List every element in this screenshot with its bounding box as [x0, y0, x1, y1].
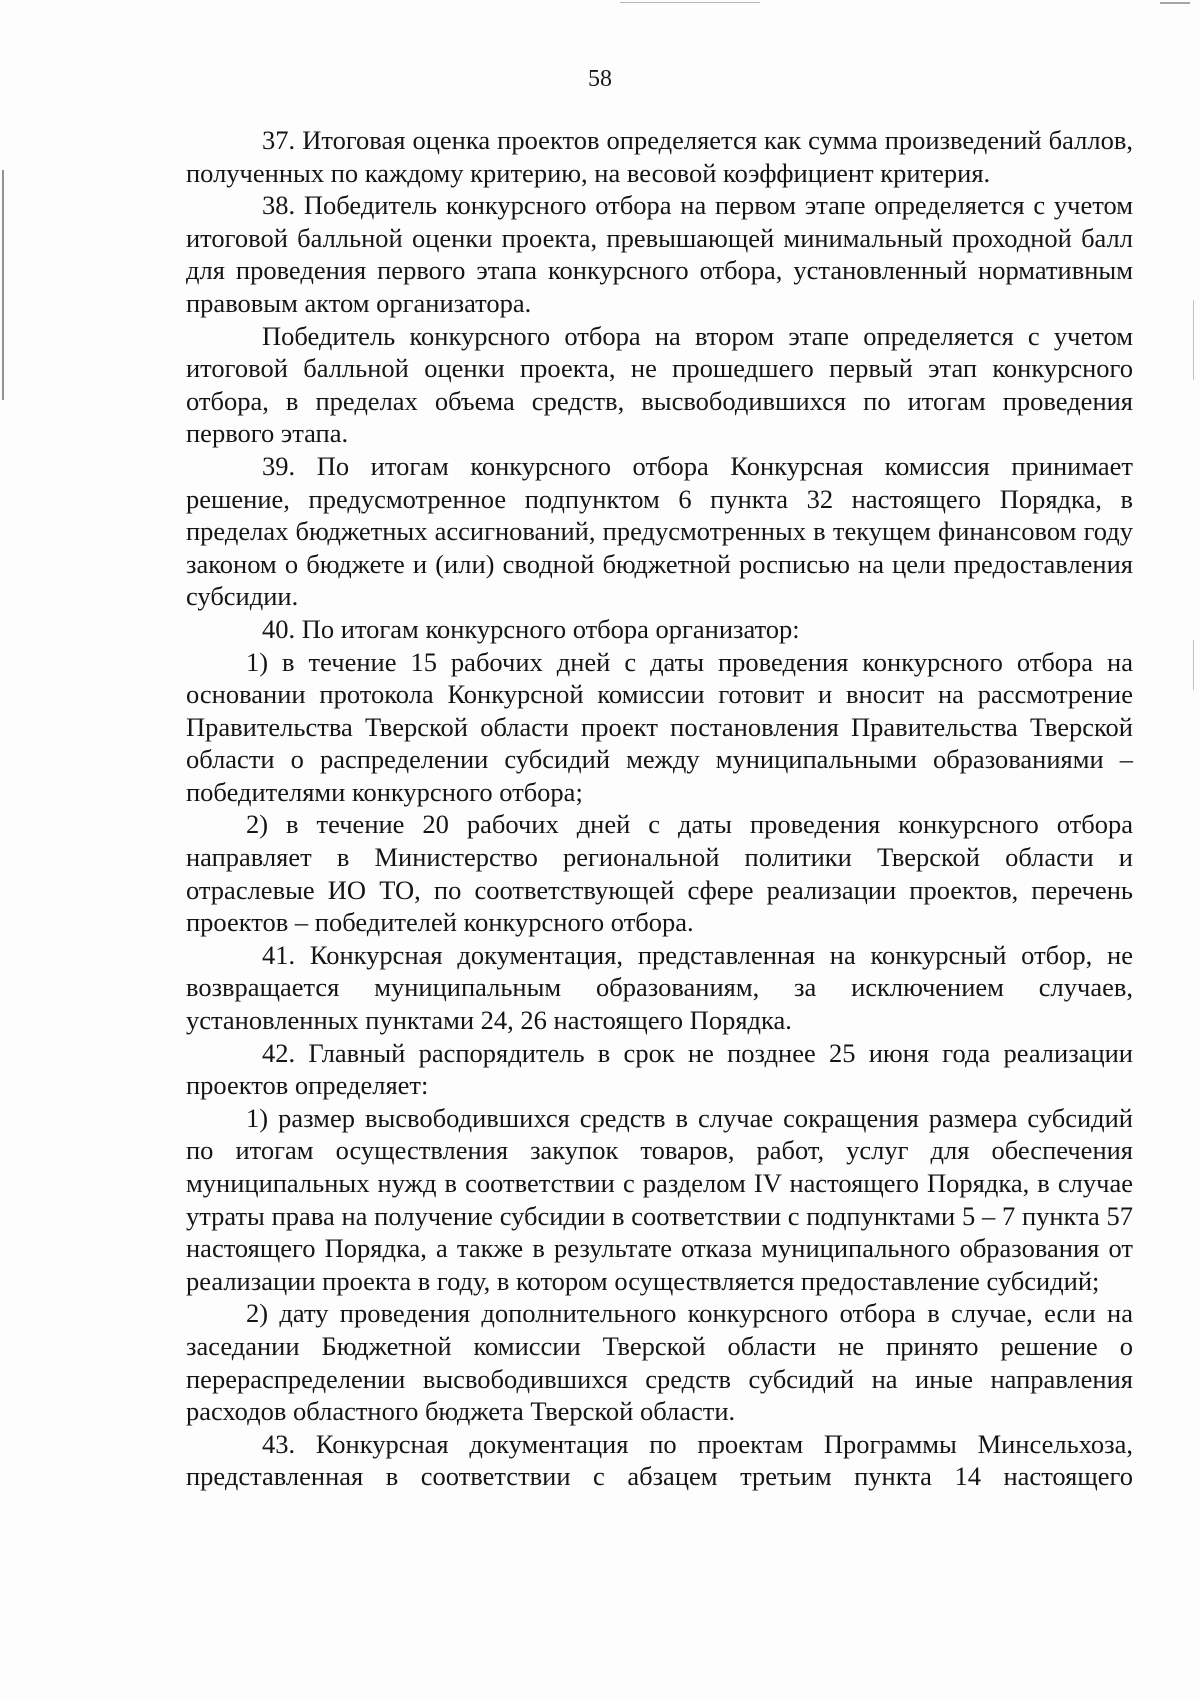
paragraph-42-item-2: 2) дату проведения дополнительного конкурсного отбора в случае, если на заседании Бюджетной комиссии Тверской области не принято решение о перераспределении высвободившихся средств субсидий на иные направления расходов областного бюджета Тверской области. [186, 1298, 1133, 1427]
paragraph-41: 41. Конкурсная документация, представленная на конкурсный отбор, не возвращается муниципальным образованиям, за исключением случаев, установленных пунктами 24, 26 настоящего Порядка. [186, 939, 1133, 1036]
paragraph-37: 37. Итоговая оценка проектов определяется как сумма произведений баллов, полученных по каждому критерию, на весовой коэффициент критерия. [186, 125, 1133, 188]
paragraph-42: 42. Главный распорядитель в срок не позднее 25 июня года реализации проектов определяет: [186, 1037, 1133, 1101]
paragraph-40: 40. По итогам конкурсного отбора организатор: [262, 613, 800, 644]
paragraph-42-item-1: 1) размер высвободившихся средств в случае сокращения размера субсидий по итогам осуществления закупок товаров, работ, услуг для обеспечения муниципальных нужд в соответствии с разделом IV настоящего Порядка, в случае утраты права на получение субсидии в соответствии с подпунктами 5 – 7 пункта 57 настоящего Порядка, а также в результате отказа муниципального образования от реализации проекта в году, в котором осуществляется предоставление субсидий; [186, 1102, 1133, 1296]
page-number: 58 [588, 66, 612, 92]
document-body [186, 124, 1133, 1493]
paragraph-38-second-stage: Победитель конкурсного отбора на втором этапе определяется с учетом итоговой балльной оценки проекта, не прошедшего первый этап конкурсного отбора, в пределах объема средств, высвободившихся по итогам проведения первого этапа. [186, 320, 1133, 449]
scan-edge-mark [620, 2, 760, 3]
paragraph-40-item-1: 1) в течение 15 рабочих дней с даты проведения конкурсного отбора на основании протокола Конкурсной комиссии готовит и вносит на рассмотрение Правительства Тверской области проект постановления Правительства Тверской области о распределении субсидий между муниципальными образованиями – победителями конкурсного отбора; [186, 646, 1133, 807]
scan-edge-mark [1193, 640, 1194, 690]
paragraph-43: 43. Конкурсная документация по проектам Программы Минсельхоза, представленная в соответствии с абзацем третьим пункта 14 настоящего [186, 1428, 1133, 1492]
scan-edge-mark [2, 170, 4, 400]
paragraph-39: 39. По итогам конкурсного отбора Конкурсная комиссия принимает решение, предусмотренное подпунктом 6 пункта 32 настоящего Порядка, в пределах бюджетных ассигнований, предусмотренных в текущем финансовом году законом о бюджете и (или) сводной бюджетной росписью на цели предоставления субсидии. [186, 450, 1133, 612]
paragraph-38: 38. Победитель конкурсного отбора на первом этапе определяется с учетом итоговой балльной оценки проекта, превышающей минимальный проходной балл для проведения первого этапа конкурсного отбора, установленный нормативным правовым актом организатора. [186, 190, 1133, 318]
scan-edge-mark [1193, 300, 1194, 380]
paragraph-40-item-2: 2) в течение 20 рабочих дней с даты проведения конкурсного отбора направляет в Министерство региональной политики Тверской области и отраслевые ИО ТО, по соответствующей сфере реализации проектов, перечень проектов – победителей конкурсного отбора. [186, 809, 1133, 938]
scan-edge-mark [1160, 2, 1190, 4]
